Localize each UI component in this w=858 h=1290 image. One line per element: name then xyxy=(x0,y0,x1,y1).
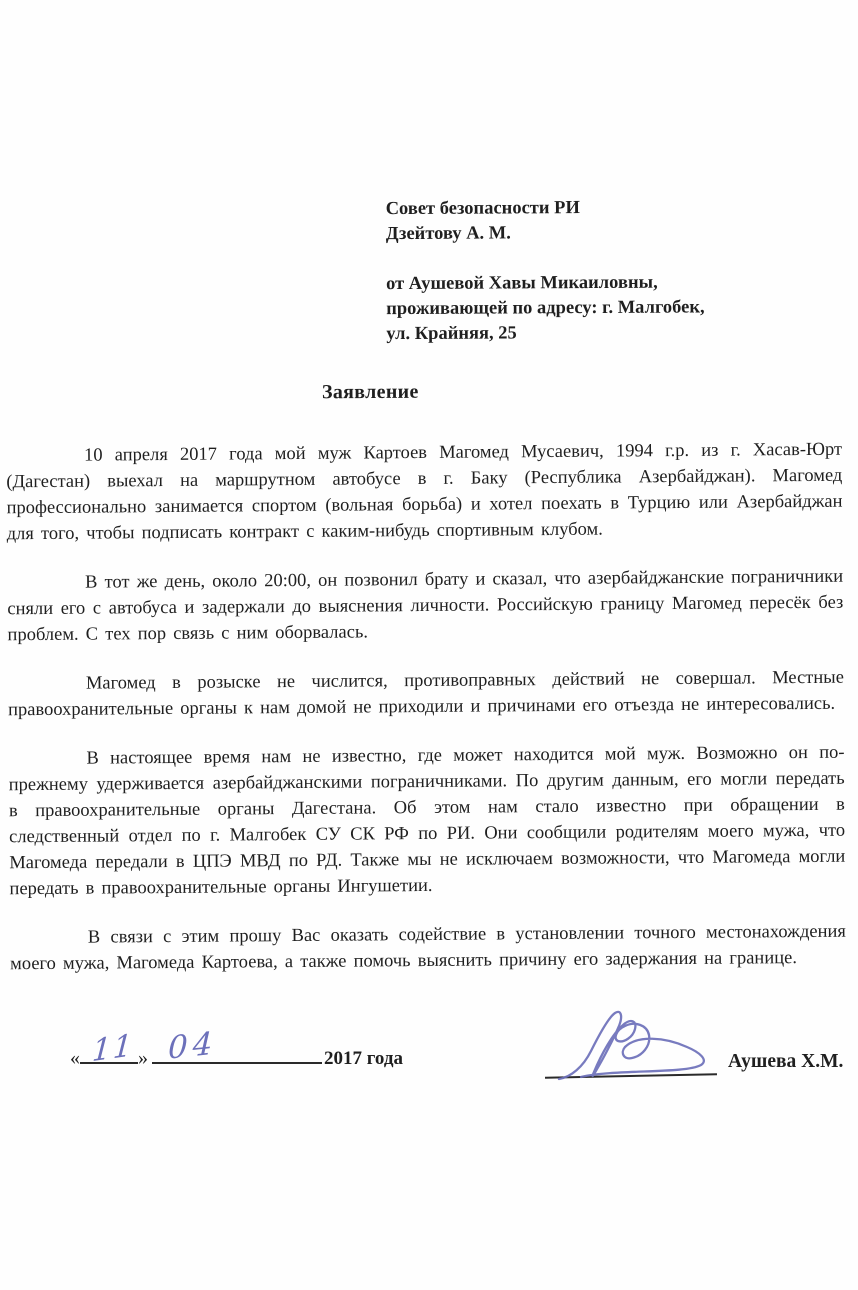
day-blank-line xyxy=(80,1027,138,1070)
paragraph-1: 10 апреля 2017 года мой муж Картоев Магомед Мусаевич, 1994 г.р. из г. Хасав-Юрт (Дагестан) выехал на маршрутном автобусе в г. Баку (Республика Азербайджан). Магомед профессионально занимается спортом (вольная борьба) и хотел поехать в Турцию или Азербайджан для того, чтобы подписать контракт с каким-нибудь спортивным клубом. xyxy=(6,439,843,545)
paragraph-4: В настоящее время нам не известно, где может находится мой муж. Возможно он по-прежнему удерживается азербайджанскими пограничниками. По другим данным, его могли передать в правоохранительные органы Дагестана. Об этом нам стало известно при обращении в следственный отдел по г. Малгобек СУ СК РФ по РИ. Они сообщили родителям моего мужа, что Магомеда передали в ЦПЭ МВД по РД. Также мы не исключаем возможности, что Магомеда могли передать в правоохранительные органы Ингушетии. xyxy=(8,742,846,900)
handwritten-day: 11 xyxy=(90,1027,136,1070)
recipient-org: Совет безопасности РИ xyxy=(385,198,580,220)
letter-header xyxy=(386,195,807,347)
paragraph-3: Магомед в розыске не числится, противоправных действий не совершал. Местные правоохранительные органы к нам домой не приходили и причинами его отъезда не интересовались. xyxy=(8,667,844,721)
handwritten-month: 04 xyxy=(167,1025,218,1067)
signature-block xyxy=(545,1005,845,1090)
sender-address-line1: проживающей по адресу: г. Малгобек, xyxy=(386,297,705,320)
document-title: Заявление xyxy=(321,380,419,404)
date-line xyxy=(70,1025,403,1070)
sender-address-line2: ул. Крайняя, 25 xyxy=(386,323,517,345)
year-label: 2017 года xyxy=(324,1048,403,1069)
sender-name: от Аушевой Хавы Микаиловны, xyxy=(386,272,658,295)
paragraph-5: В связи с этим прошу Вас оказать содействие в установлении точного местонахождения моего мужа, Магомеда Картоева, а также помочь выяснить причину его задержания на границе. xyxy=(10,921,846,975)
sender-block xyxy=(386,270,806,347)
recipient-person: Дзейтову А. М. xyxy=(385,223,511,245)
signature-name: Аушева Х.М. xyxy=(728,1051,844,1072)
open-quote: « xyxy=(70,1047,80,1069)
letter-body xyxy=(6,437,846,1001)
signature-scribble xyxy=(553,1005,743,1087)
month-blank-line xyxy=(152,1025,322,1067)
paragraph-2: В тот же день, около 20:00, он позвонил брату и сказал, что азербайджанские пограничники сняли его с автобуса и задержали до выяснения личности. Российскую границу Магомед пересёк без проблем. С тех пор связь с ним оборвалась. xyxy=(7,566,844,646)
close-quote: » xyxy=(138,1047,148,1069)
